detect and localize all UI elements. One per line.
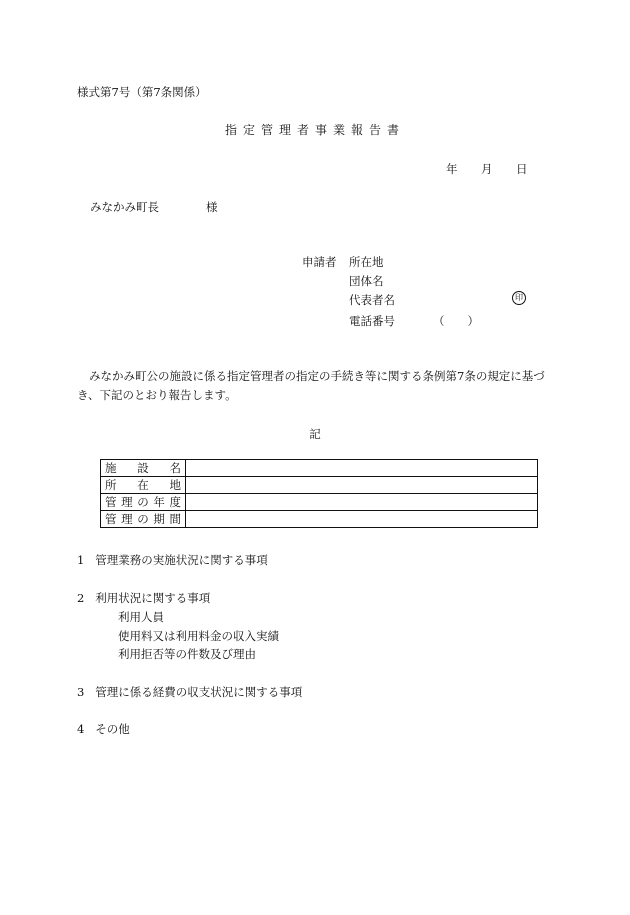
form-number: 様式第7号（第7条関係） bbox=[77, 85, 207, 99]
item-label: 管理に係る経費の収支状況に関する事項 bbox=[95, 685, 303, 699]
item-label: その他 bbox=[95, 722, 130, 736]
item-1 bbox=[77, 552, 268, 568]
table-row bbox=[101, 511, 538, 528]
body-text: みなかみ町公の施設に係る指定管理者の指定の手続き等に関する条例第7条の規定に基づき、下記のとおり報告します。 bbox=[77, 369, 545, 402]
table-row bbox=[101, 494, 538, 511]
applicant-field-phone: 電話番号 bbox=[349, 314, 395, 328]
table-label-fiscal-year: 管理の年度 bbox=[101, 494, 186, 511]
date-day: 日 bbox=[516, 162, 528, 176]
item-number: 3 bbox=[77, 685, 85, 699]
subitem-usage-count: 利用人員 bbox=[118, 610, 164, 624]
subitem-fee-revenue: 使用料又は利用料金の収入実績 bbox=[118, 629, 279, 643]
date-year: 年 bbox=[446, 162, 458, 176]
addressee-honorific: 様 bbox=[206, 200, 218, 214]
table-row bbox=[101, 477, 538, 494]
table-value-location[interactable] bbox=[186, 477, 538, 494]
item-label: 利用状況に関する事項 bbox=[95, 591, 211, 605]
item-number: 4 bbox=[77, 722, 85, 736]
table-value-period[interactable] bbox=[186, 511, 538, 528]
applicant-label: 申請者 bbox=[302, 255, 337, 269]
ki-heading: 記 bbox=[309, 427, 321, 441]
table-label-facility-name: 施設名 bbox=[101, 460, 186, 477]
table-row bbox=[101, 460, 538, 477]
item-number: 2 bbox=[77, 591, 85, 605]
document-title: 指定管理者事業報告書 bbox=[224, 123, 405, 137]
item-3 bbox=[77, 684, 302, 700]
table-label-period: 管理の期間 bbox=[101, 511, 186, 528]
table-value-fiscal-year[interactable] bbox=[186, 494, 538, 511]
item-number: 1 bbox=[77, 553, 85, 567]
applicant-field-organization: 団体名 bbox=[349, 274, 384, 288]
seal-mark: 印 bbox=[512, 291, 526, 305]
addressee-name: みなかみ町長 bbox=[90, 200, 159, 214]
phone-parentheses: （ ） bbox=[433, 314, 479, 328]
item-label: 管理業務の実施状況に関する事項 bbox=[95, 553, 268, 567]
item-2 bbox=[77, 590, 210, 606]
item-4 bbox=[77, 721, 130, 737]
date-month: 月 bbox=[481, 162, 493, 176]
applicant-field-representative: 代表者名 bbox=[349, 293, 395, 307]
facility-info-table bbox=[100, 459, 538, 528]
table-label-location: 所在地 bbox=[101, 477, 186, 494]
table-value-facility-name[interactable] bbox=[186, 460, 538, 477]
subitem-refusals: 利用拒否等の件数及び理由 bbox=[118, 647, 256, 661]
applicant-field-address: 所在地 bbox=[349, 255, 384, 269]
